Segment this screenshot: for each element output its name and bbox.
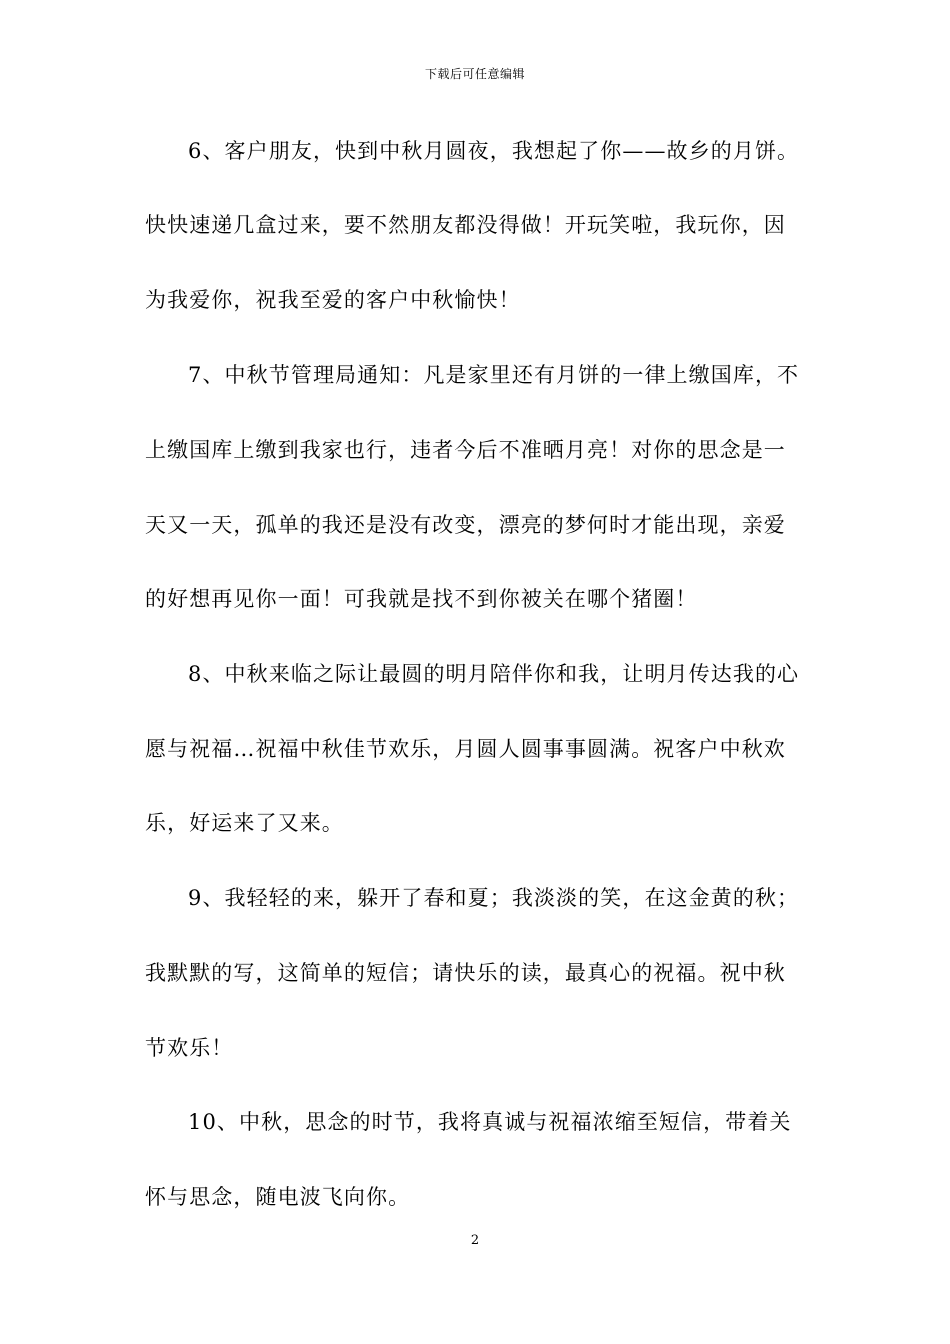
paragraph-7-line-1: 7、中秋节管理局通知：凡是家里还有月饼的一律上缴国库，不	[188, 363, 800, 387]
paragraph-9-line-1: 9、我轻轻的来，躲开了春和夏；我淡淡的笑，在这金黄的秋；	[188, 886, 800, 910]
paragraph-7-line-3: 天又一天，孤单的我还是没有改变，漂亮的梦何时才能出现，亲爱	[145, 513, 786, 537]
paragraph-7-line-4: 的好想再见你一面！可我就是找不到你被关在哪个猪圈！	[145, 587, 698, 611]
paragraph-9-line-2: 我默默的写，这简单的短信；请快乐的读，最真心的祝福。祝中秋	[145, 961, 786, 985]
page-header: 下载后可任意编辑	[424, 67, 525, 81]
paragraph-8-line-1: 8、中秋来临之际让最圆的明月陪伴你和我，让明月传达我的心	[188, 662, 800, 686]
paragraph-10-line-2: 怀与思念，随电波飞向你。	[145, 1185, 411, 1209]
paragraph-6-line-2: 快快速递几盒过来，要不然朋友都没得做！开玩笑啦，我玩你，因	[145, 213, 786, 237]
paragraph-6-line-3: 为我爱你，祝我至爱的客户中秋愉快！	[145, 288, 521, 312]
paragraph-9-line-3: 节欢乐！	[145, 1036, 234, 1060]
paragraph-10-line-1: 10、中秋，思念的时节，我将真诚与祝福浓缩至短信，带着关	[188, 1110, 792, 1134]
paragraph-8-line-3: 乐，好运来了又来。	[145, 811, 344, 835]
page-number: 2	[470, 1233, 480, 1248]
paragraph-6-line-1: 6、客户朋友，快到中秋月圆夜，我想起了你——故乡的月饼。	[188, 139, 800, 163]
paragraph-8-line-2: 愿与祝福…祝福中秋佳节欢乐，月圆人圆事事圆满。祝客户中秋欢	[145, 737, 786, 761]
paragraph-7-line-2: 上缴国库上缴到我家也行，违者今后不准晒月亮！对你的思念是一	[145, 438, 786, 462]
